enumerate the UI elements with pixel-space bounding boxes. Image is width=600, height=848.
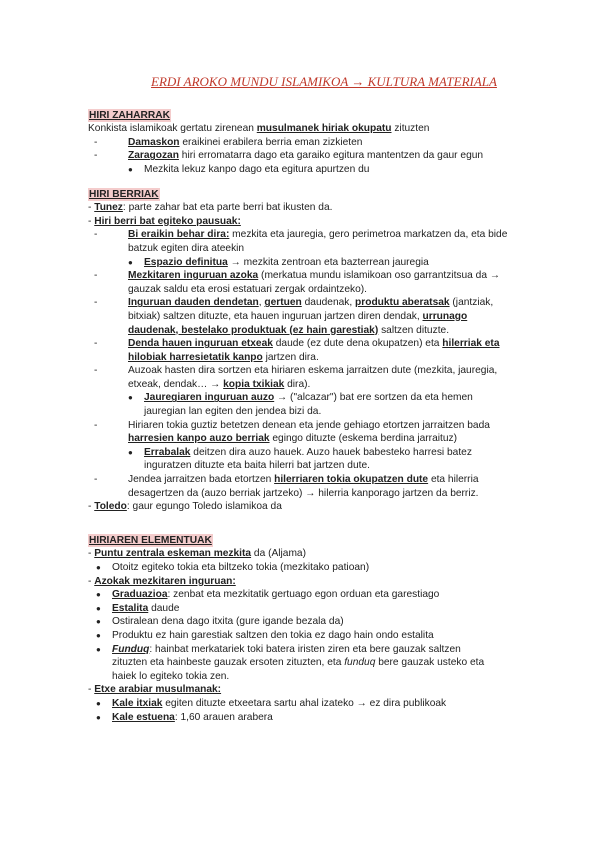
item-etxe-arabiar bbox=[88, 683, 560, 697]
text: → ("alcazar") bat ere sortzen da eta hemen bbox=[274, 392, 473, 404]
text: egiten dituzte etxeetara sartu ahal izateko → ez dira publikoak bbox=[162, 697, 447, 709]
text: (jantziak, bbox=[449, 297, 494, 309]
sub-item-jauregia bbox=[88, 391, 560, 418]
dash-bullet: - bbox=[94, 270, 98, 282]
text: daudenak, bbox=[301, 297, 356, 309]
text: : zenbat eta mezkitatik gertuago egon orduan eta garestiago bbox=[167, 589, 440, 601]
text: dira). bbox=[284, 378, 311, 390]
text: batzuk egiten dira ateekin bbox=[128, 242, 245, 254]
section-heading-hiriaren-elementuak: HIRIAREN ELEMENTUAK bbox=[89, 534, 212, 546]
text: : parte zahar bat eta parte berri bat ikusten da. bbox=[122, 202, 333, 214]
text-emphasis: Kale itxiak bbox=[112, 697, 163, 709]
bullet-icon: ● bbox=[96, 590, 101, 600]
text: eta hilerria bbox=[428, 474, 479, 486]
bullet-icon: ● bbox=[96, 603, 101, 613]
bullet-icon: ● bbox=[96, 698, 101, 708]
bullet-icon: ● bbox=[96, 617, 101, 627]
text-emphasis: daudenak, bestelako produktuak (ez hain garestiak) bbox=[128, 324, 379, 336]
text-emphasis: Bi eraikin behar dira: bbox=[128, 229, 230, 241]
text-emphasis: Graduazioa bbox=[112, 589, 168, 601]
sub-item-graduazioa bbox=[88, 588, 560, 602]
text-emphasis: Espazio definitua bbox=[144, 256, 228, 268]
text: - bbox=[88, 575, 95, 587]
text: : hainbat merkatariek toki batera iristen ziren eta bere gauzak saltzen bbox=[149, 643, 461, 655]
text: Mezkita lekuz kanpo dago eta egitura apurtzen du bbox=[144, 163, 370, 175]
text-emphasis: Kale estuena bbox=[112, 711, 175, 723]
text-emphasis: Jauregiaren inguruan auzo bbox=[144, 392, 275, 404]
text: Jendea jarraitzen bada etortzen bbox=[128, 474, 275, 486]
text: → mezkita zentroan eta bazterrean jauregia bbox=[227, 256, 429, 268]
text-emphasis: Errabalak bbox=[144, 446, 191, 458]
bullet-icon: ● bbox=[96, 712, 101, 722]
text-emphasis: produktu aberatsak bbox=[355, 297, 450, 309]
text: Hiriaren tokia guztiz betetzen denean eta jende gehiago etortzen jarraitzen bada bbox=[128, 419, 490, 431]
text-emphasis: kopia txikiak bbox=[223, 378, 285, 390]
item-puntu-zentrala bbox=[88, 547, 560, 561]
dash-bullet: - bbox=[94, 136, 98, 148]
item-toledo bbox=[88, 500, 560, 514]
list-item-bi-eraikin bbox=[88, 228, 560, 255]
sub-item-ostiralean bbox=[88, 615, 560, 629]
text-italic: funduq bbox=[344, 657, 376, 669]
bullet-icon: ● bbox=[128, 447, 133, 457]
text-emphasis: musulmanek hiriak okupatu bbox=[256, 123, 392, 135]
paragraph-konkista bbox=[88, 122, 560, 136]
text: eraikinei erabilera berria eman zizkieten bbox=[179, 136, 363, 148]
text-emphasis: Puntu zentrala eskeman mezkita bbox=[94, 548, 252, 560]
text: daude (ez dute dena okupatzen) eta bbox=[272, 338, 443, 350]
dash-bullet: - bbox=[94, 297, 98, 309]
text: desagertzen da (auzo berriak jartzeko) → hilerria kanporago jartzen da berriz. bbox=[128, 487, 479, 499]
sub-item-espazio bbox=[88, 256, 560, 270]
text: deitzen dira auzo hauek. Auzo hauek babesteko harresi batez bbox=[190, 446, 472, 458]
text-emphasis: urrunago bbox=[422, 310, 468, 322]
text: bitxiak) saltzen dituzte, eta hauen inguruan jartzen diren dendak, bbox=[128, 310, 423, 322]
page-title: ERDI AROKO MUNDU ISLAMIKOA → KULTURA MATERIALA bbox=[151, 74, 497, 89]
list-item-etxeak bbox=[88, 337, 560, 364]
text-emphasis: Hiri berri bat egiteko pausuak: bbox=[94, 215, 241, 227]
bullet-icon: ● bbox=[128, 164, 133, 174]
text-emphasis: Zaragozan bbox=[128, 150, 179, 162]
dash-bullet: - bbox=[94, 419, 98, 431]
section-heading-hiri-zaharrak: HIRI ZAHARRAK bbox=[89, 109, 170, 121]
text: jartzen dira. bbox=[262, 351, 319, 363]
sub-item-produktu bbox=[88, 629, 560, 643]
text: inguratzen dituzte eta baita hilerri bat jartzen dute. bbox=[144, 460, 370, 472]
list-item-damaskon bbox=[88, 136, 560, 150]
section-heading-hiri-berriak: HIRI BERRIAK bbox=[89, 188, 159, 200]
bullet-icon: ● bbox=[128, 393, 133, 403]
text: hiri erromatarra dago eta garaiko egitura mantentzen da gaur egun bbox=[178, 150, 484, 162]
text-emphasis: Damaskon bbox=[128, 136, 180, 148]
text: - bbox=[88, 684, 95, 696]
text: Konkista islamikoak gertatu zirenean bbox=[88, 123, 257, 135]
dash-bullet: - bbox=[94, 229, 98, 241]
list-item-azoka bbox=[88, 269, 560, 296]
text: jauregian lan egiten den jendea bizi da. bbox=[144, 406, 322, 418]
text: gauzak saldu eta erosi estatuari zergak ordaintzeko). bbox=[128, 283, 367, 295]
sub-item-mezkita bbox=[88, 163, 560, 177]
sub-item-funduq bbox=[88, 643, 560, 684]
sub-item-kale-itxiak bbox=[88, 697, 560, 711]
list-item-auzoak bbox=[88, 364, 560, 391]
sub-item-estalita bbox=[88, 602, 560, 616]
bullet-icon: ● bbox=[96, 630, 101, 640]
text: mezkita eta jauregia, gero perimetroa markatzen da, eta bide bbox=[229, 229, 508, 241]
text: etxeak, dendak… → bbox=[128, 378, 224, 390]
text-emphasis: hilerriak eta bbox=[442, 338, 500, 350]
item-azokak bbox=[88, 575, 560, 589]
text: Produktu ez hain garestiak saltzen den tokia ez dago hain ondo estalita bbox=[112, 629, 434, 641]
text: (merkatua mundu islamikoan oso garrantzitsua da → bbox=[258, 270, 501, 282]
text-emphasis: Toledo bbox=[94, 501, 127, 513]
text-emphasis: Denda hauen inguruan etxeak bbox=[128, 338, 273, 350]
bullet-icon: ● bbox=[96, 563, 101, 572]
dash-bullet: - bbox=[94, 474, 98, 486]
item-tunez bbox=[88, 201, 560, 215]
text: Auzoak hasten dira sortzen eta hiriaren eskema jarraitzen dute (mezkita, jauregia, bbox=[128, 365, 498, 377]
text: : 1,60 arauen arabera bbox=[174, 711, 273, 723]
list-item-dendetan bbox=[88, 296, 560, 337]
dash-bullet: - bbox=[94, 338, 98, 350]
sub-item-kale-estuena bbox=[88, 711, 560, 725]
text: haiek lo egiteko tokia zen. bbox=[112, 670, 230, 682]
text: daude bbox=[148, 602, 180, 614]
dash-bullet: - bbox=[94, 150, 98, 162]
text: zituzten bbox=[391, 123, 430, 135]
sub-item-otoitz bbox=[88, 561, 560, 575]
text-emphasis: Azokak mezkitaren inguruan: bbox=[94, 575, 236, 587]
text: da (Aljama) bbox=[251, 548, 306, 560]
list-item-zaragozan bbox=[88, 149, 560, 163]
text-emphasis: Etxe arabiar musulmanak: bbox=[94, 684, 222, 696]
text-emphasis: Funduq bbox=[112, 643, 150, 655]
text-emphasis: hilobiak harresietatik kanpo bbox=[128, 351, 263, 363]
text: saltzen dituzte. bbox=[378, 324, 450, 336]
text-emphasis: harresien kanpo auzo berriak bbox=[128, 433, 270, 445]
text-emphasis: Mezkitaren inguruan azoka bbox=[128, 270, 259, 282]
bullet-icon: ● bbox=[96, 644, 101, 654]
text: : gaur egungo Toledo islamikoa da bbox=[126, 501, 282, 513]
item-pausuak bbox=[88, 215, 560, 229]
text: - bbox=[88, 202, 95, 214]
text: egingo dituzte (eskema berdina jarraituz) bbox=[269, 433, 457, 445]
text: bere gauzak usteko eta bbox=[375, 657, 485, 669]
text: Otoitz egiteko tokia eta biltzeko tokia (mezkitako patioan) bbox=[112, 562, 370, 573]
text-emphasis: Estalita bbox=[112, 602, 149, 614]
list-item-hilerria bbox=[88, 473, 560, 500]
bullet-icon: ● bbox=[128, 257, 133, 267]
text: , bbox=[258, 297, 265, 309]
text-emphasis: Inguruan dauden dendetan bbox=[128, 297, 259, 309]
text-emphasis: hilerriaren tokia okupatzen dute bbox=[274, 474, 429, 486]
list-item-kanpo-auzo bbox=[88, 419, 560, 446]
text: - bbox=[88, 548, 95, 560]
text: Ostiralean dena dago itxita (gure igande bezala da) bbox=[112, 616, 344, 628]
text-emphasis: gertuen bbox=[264, 297, 302, 309]
text-emphasis: Tunez bbox=[94, 202, 123, 214]
sub-item-errabalak bbox=[88, 446, 560, 473]
text: - bbox=[88, 215, 95, 227]
text: - bbox=[88, 501, 95, 513]
text: zituzten eta hainbeste gauzak ersoten zituzten, eta bbox=[112, 657, 345, 669]
dash-bullet: - bbox=[94, 365, 98, 377]
